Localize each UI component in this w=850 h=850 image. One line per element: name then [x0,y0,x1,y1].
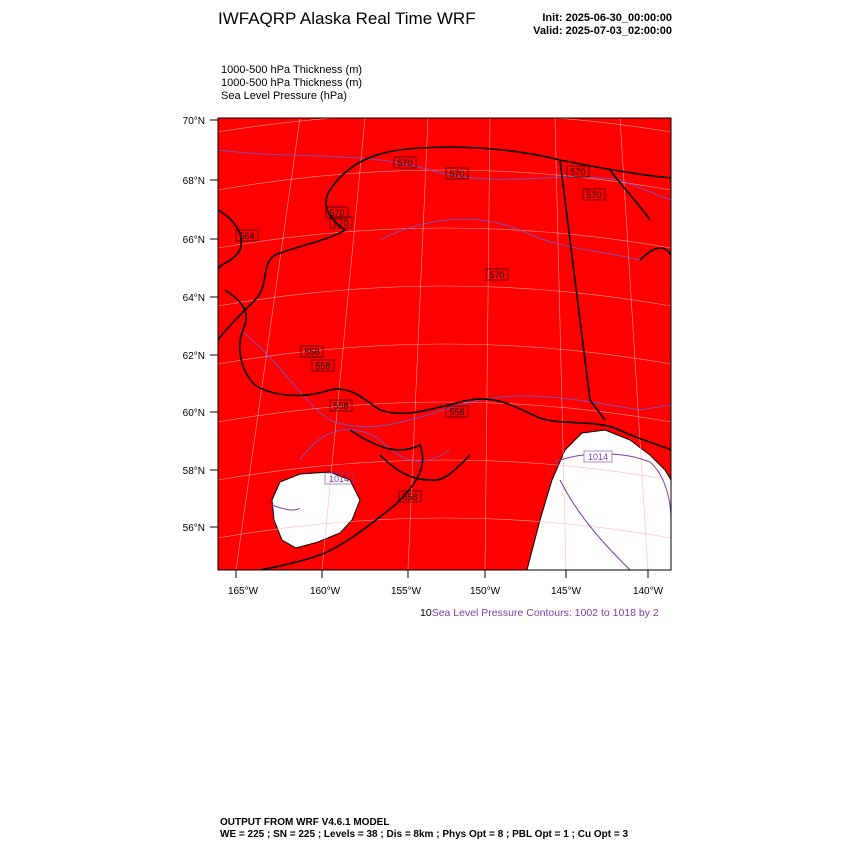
svg-text:570: 570 [586,190,602,200]
lon-label: 155°W [390,586,422,597]
model-footer [220,817,628,841]
svg-text:564: 564 [239,231,255,241]
contour-note-text: Sea Level Pressure Contours: 1002 to 1018 by 2 [431,607,659,619]
valid-time: Valid: 2025-07-03_02:00:00 [533,25,672,37]
footer-line-2: WE = 225 ; SN = 225 ; Levels = 38 ; Dis = 8km ; Phys Opt = 8 ; PBL Opt = 1 ; Cu Opt = 3 [220,829,629,840]
lat-ticks [210,120,218,527]
contour-note [420,607,659,619]
contour-note-prefix: 10 [420,607,432,619]
chart-title: IWFAQRP Alaska Real Time WRF [218,9,476,28]
lat-label: 68°N [182,176,205,187]
svg-text:558: 558 [333,401,349,411]
lat-label: 58°N [182,466,205,477]
lon-labels [228,586,664,597]
lat-label: 62°N [182,351,205,362]
lon-label: 160°W [309,586,341,597]
svg-text:570: 570 [329,208,345,218]
lon-label: 145°W [550,586,582,597]
lon-label: 140°W [632,586,664,597]
svg-text:558: 558 [402,492,418,502]
lon-ticks [236,570,648,578]
lat-label: 66°N [182,235,205,246]
footer-line-1: OUTPUT FROM WRF V4.6.1 MODEL [220,817,390,828]
svg-text:1014: 1014 [587,452,609,462]
lon-label: 165°W [227,586,259,597]
init-time: Init: 2025-06-30_00:00:00 [542,12,672,24]
svg-text:558: 558 [304,347,320,357]
field-label-1: 1000-500 hPa Thickness (m) [221,64,363,76]
lat-labels [183,116,205,534]
pressure-label [325,473,353,484]
field-label-2: 1000-500 hPa Thickness (m) [221,77,363,89]
svg-text:558: 558 [315,361,331,371]
svg-text:1014: 1014 [328,474,350,484]
field-label-3: Sea Level Pressure (hPa) [221,90,347,102]
svg-text:570: 570 [570,167,586,177]
svg-text:558: 558 [449,407,465,417]
svg-text:570: 570 [333,218,349,228]
lat-label: 60°N [182,408,205,419]
svg-text:570: 570 [397,158,413,168]
svg-text:570: 570 [449,169,465,179]
lon-label: 150°W [469,586,501,597]
lat-label: 56°N [182,523,205,534]
svg-text:570: 570 [489,270,505,280]
pressure-label [584,451,612,462]
lat-label: 70°N [182,116,205,127]
lat-label: 64°N [182,293,205,304]
